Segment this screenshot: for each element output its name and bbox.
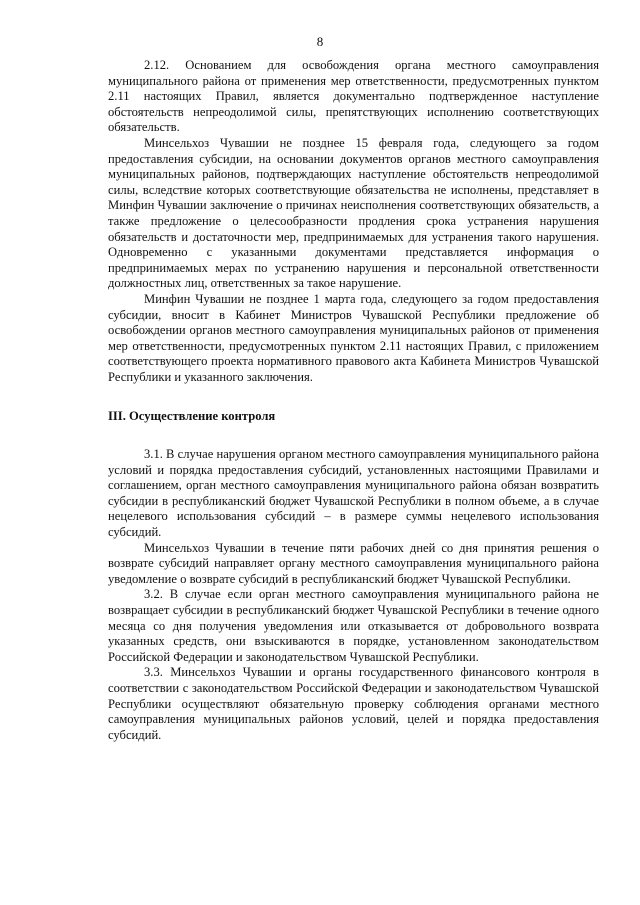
paragraph-3-1: 3.1. В случае нарушения органом местного самоуправления муниципального района условий и порядка предоставления субсидий, установленных настоящими Правилами и соглашением, орган местного самоуправления муниципального района обязан возвратить субсидии в республиканский бюджет Чувашской Республики в полном объеме, а в случае нецелевого использования субсидий – в размере суммы нецелевого использования субсидий. <box>108 447 599 540</box>
section-title: III. Осуществление контроля <box>108 409 276 424</box>
paragraph-return-notice: Минсельхоз Чувашии в течение пяти рабочих дней со дня принятия решения о возврате субсидий направляет органу местного самоуправления муниципального района уведомление о возврате субсидий в республиканский бюджет Чувашской Республики. <box>108 540 599 586</box>
document-body <box>108 58 599 743</box>
paragraph-3-2: 3.2. В случае если орган местного самоуправления муниципального района не возвращает субсидии в республиканский бюджет Чувашской Республики в течение одного месяца со дня получения уведомления или отказывается от добровольного возврата указанных средств, они взыскиваются в порядке, установленном законодательством Российской Федерации и законодательством Чувашской Республики. <box>108 587 599 664</box>
paragraph-minselkhoz-conclusion: Минсельхоз Чувашии не позднее 15 февраля года, следующего за годом предоставления субсидии, на основании документов органов местного самоуправления муниципальных районов, подтверждающих наступление обстоятельств непреодолимой силы, вследствие которых соответствующие обязательства не исполнены, представляет в Минфин Чувашии заключение о причинах неисполнения соответствующих обязательств, а также предложение о целесообразности продления срока устранения нарушения обязательств и достаточности мер, предпринимаемых для устранения такого нарушения. Одновременно с указанными документами представляется информация о предпринимаемых мерах по устранению нарушения и персональной ответственности должностных лиц, ответственных за такое нарушение. <box>108 135 599 291</box>
paragraph-minfin-proposal: Минфин Чувашии не позднее 1 марта года, следующего за годом предоставления субсидии, вносит в Кабинет Министров Чувашской Республики предложение об освобождении органов местного самоуправления муниципальных районов от применения мер ответственности, предусмотренных пунктом 2.11 настоящих Правил, с приложением соответствующего проекта нормативного правового акта Кабинета Министров Чувашской Республики и указанного заключения. <box>108 291 599 384</box>
paragraph-3-3: 3.3. Минсельхоз Чувашии и органы государственного финансового контроля в соответствии с законодательством Российской Федерации и законодательством Чувашской Республики осуществляют обязательную проверку соблюдения органами местного самоуправления муниципальных районов условий, целей и порядка предоставления субсидий. <box>108 665 599 742</box>
paragraph-2-12: 2.12. Основанием для освобождения органа местного самоуправления муниципального района от применения мер ответственности, предусмотренных пунктом 2.11 настоящих Правил, является документально подтвержденное наступление обстоятельств непреодолимой силы, препятствующих исполнению соответствующих обязательств. <box>108 58 599 135</box>
page-number: 8 <box>316 34 324 49</box>
